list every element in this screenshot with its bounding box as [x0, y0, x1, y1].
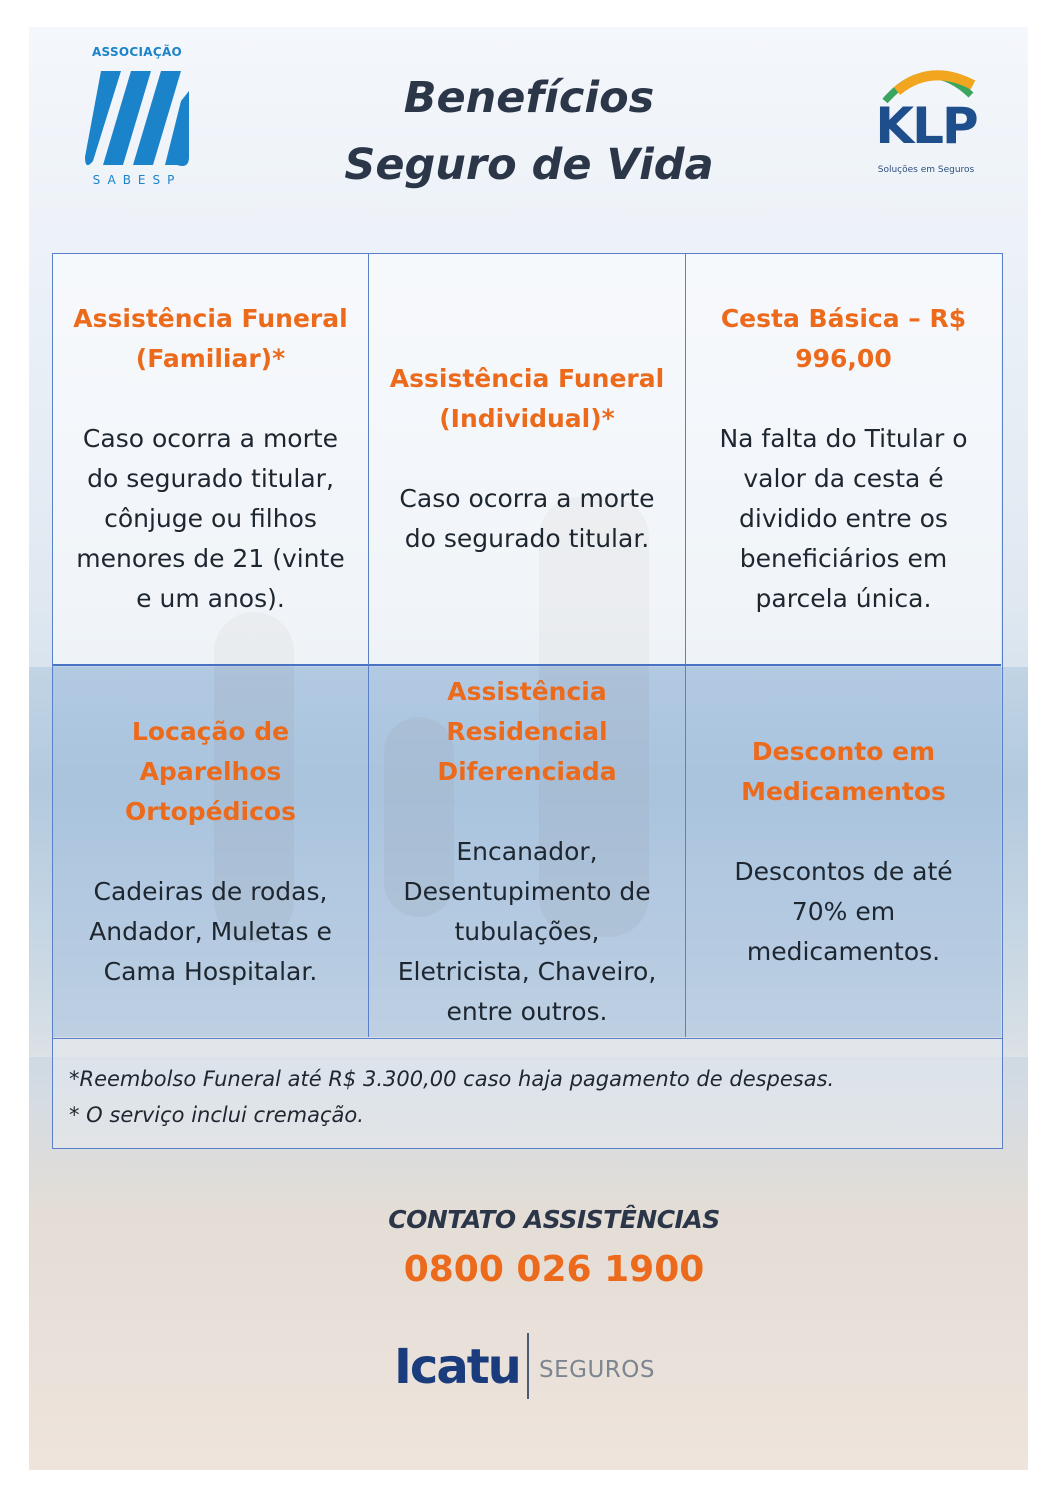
benefit-description-line: Caso ocorra a morte [82, 424, 339, 453]
benefit-description-line: do segurado titular, [87, 464, 334, 493]
benefit-description-line: dividido entre os [739, 504, 948, 533]
benefit-card [53, 254, 369, 666]
benefit-card [686, 666, 1001, 1037]
benefit-title [437, 672, 616, 792]
benefit-description-line: do segurado titular. [404, 524, 650, 553]
benefit-description-line: medicamentos. [746, 936, 941, 966]
benefit-description-line: cônjuge ou filhos [104, 504, 317, 533]
sabesp-stripes-icon [83, 61, 191, 173]
footnote: * O serviço inclui cremação. [69, 1103, 364, 1127]
benefit-description-line: valor da cesta é [743, 464, 944, 493]
benefit-title-line: Assistência Funeral [389, 364, 665, 393]
benefit-title [721, 299, 966, 379]
benefit-card [369, 254, 686, 666]
benefit-title-line: Cesta Básica – R$ [720, 304, 967, 333]
benefit-description-line: Caso ocorra a morte [399, 484, 655, 513]
associacao-sabesp-logo [81, 41, 193, 191]
benefit-description-line: Andador, Muletas e [89, 916, 332, 946]
benefit-title-line: Assistência Funeral [73, 304, 348, 333]
icatu-seguros-logo [389, 1333, 709, 1403]
footnotes [52, 1039, 1003, 1149]
benefit-card [53, 666, 369, 1037]
benefit-title-line: (Individual)* [439, 404, 615, 433]
title-line-1: Benefícios [403, 73, 655, 123]
benefit-title-line: Ortopédicos [125, 796, 296, 826]
flyer [29, 27, 1028, 1470]
benefit-title [390, 359, 664, 439]
benefit-description-line: parcela única. [755, 584, 932, 613]
benefit-title-line: Diferenciada [437, 756, 617, 786]
contact-phone: 0800 026 1900 [403, 1249, 705, 1290]
benefits-grid [52, 253, 1003, 1039]
logo-divider [527, 1333, 529, 1399]
benefit-title-line: 996,00 [795, 344, 892, 373]
benefit-description-line: tubulações, [454, 916, 600, 946]
benefit-description-line: Eletricista, Chaveiro, [397, 956, 657, 986]
benefit-description [734, 852, 952, 972]
benefit-description [399, 479, 654, 559]
benefit-description-line: Cadeiras de rodas, [93, 876, 328, 906]
benefit-description [89, 872, 332, 992]
benefit-title-line: (Familiar)* [135, 344, 286, 373]
benefit-title-line: Aparelhos [139, 756, 282, 786]
contact-label: CONTATO ASSISTÊNCIAS [388, 1205, 720, 1234]
benefit-description-line: Desentupimento de [403, 876, 651, 906]
benefit-description-line: menores de 21 (vinte [76, 544, 345, 573]
klp-wordmark: KLP [875, 97, 977, 155]
benefit-description-line: Encanador, [456, 836, 598, 866]
icatu-subtitle: SEGUROS [539, 1357, 655, 1383]
page-title [279, 65, 779, 199]
benefit-description-line: 70% em [791, 896, 896, 926]
benefit-description-line: Cama Hospitalar. [103, 956, 318, 986]
icatu-wordmark: Icatu [394, 1339, 520, 1395]
footnote: *Reembolso Funeral até R$ 3.300,00 caso haja pagamento de despesas. [69, 1067, 835, 1091]
benefit-title-line: Residencial [446, 716, 608, 746]
benefit-description-line: e um anos). [136, 584, 285, 613]
benefit-title [741, 732, 946, 812]
benefit-title-line: Medicamentos [741, 776, 946, 806]
benefit-description-line: Descontos de até [734, 856, 953, 886]
benefit-title-line: Desconto em [751, 736, 936, 766]
benefit-card [369, 666, 686, 1037]
benefit-title [125, 712, 296, 832]
klp-tagline: Soluções em Seguros [877, 165, 975, 175]
logo-top-text: ASSOCIAÇÃO [91, 45, 183, 59]
title-line-2: Seguro de Vida [344, 140, 714, 190]
benefit-card [686, 254, 1001, 666]
logo-bottom-text: SABESP [92, 173, 182, 187]
benefit-title-line: Locação de [131, 716, 290, 746]
benefit-description [398, 832, 657, 1032]
benefit-title [73, 299, 347, 379]
benefit-description [76, 419, 344, 619]
benefit-description-line: Na falta do Titular o [719, 424, 968, 453]
benefit-description [719, 419, 967, 619]
benefit-title-line: Assistência [447, 676, 607, 706]
benefit-description-line: entre outros. [446, 996, 608, 1026]
benefit-description-line: beneficiários em [739, 544, 948, 573]
klp-logo [861, 61, 991, 191]
